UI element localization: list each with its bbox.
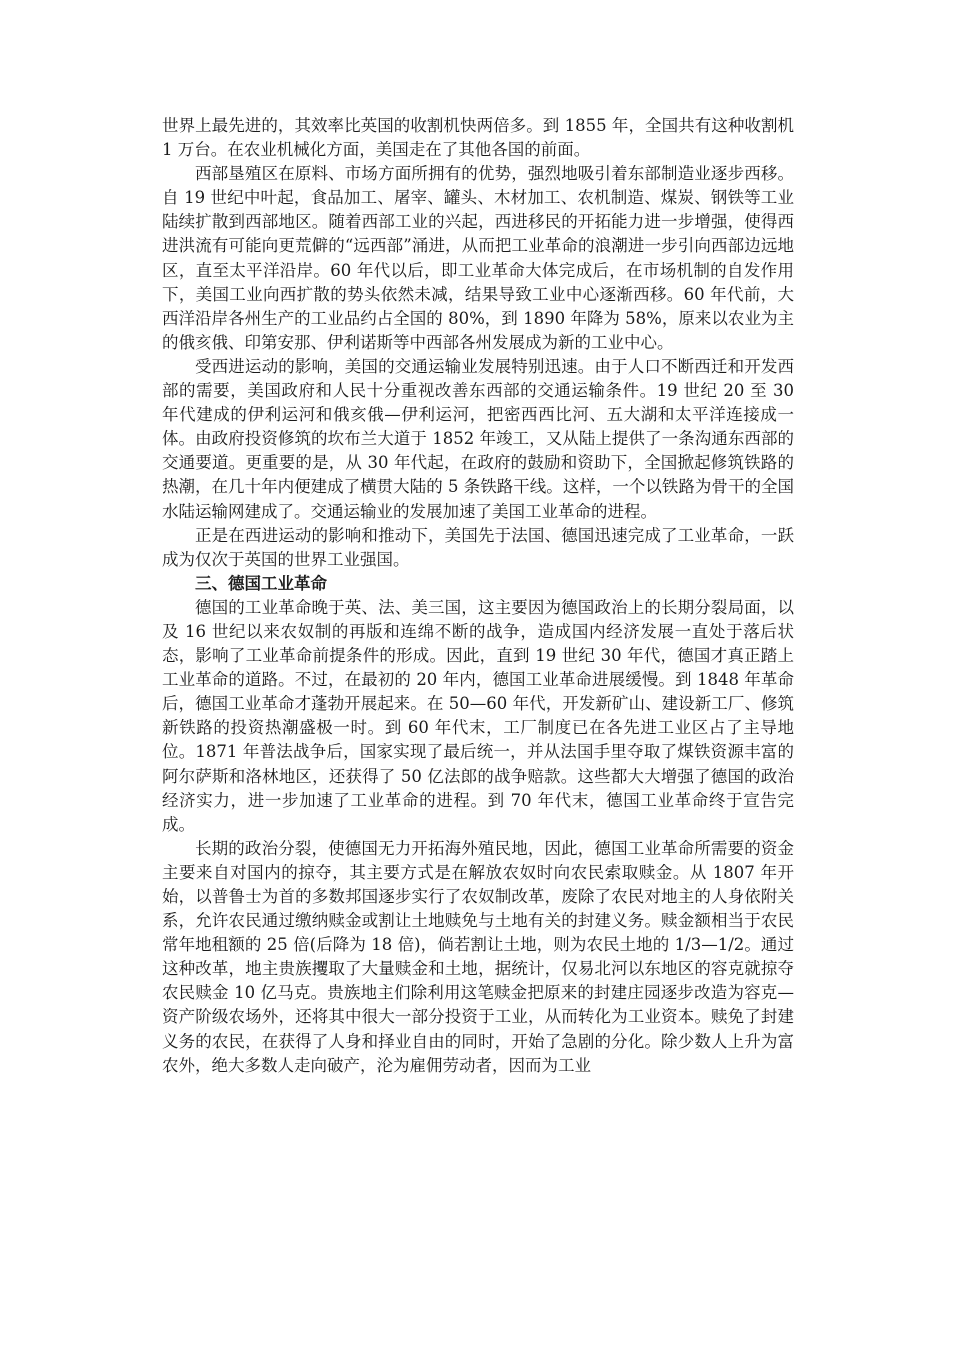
document-page xyxy=(162,114,794,1078)
section-heading: 三、德国工业革命 xyxy=(195,573,327,593)
paragraph-westward-industry: 西部垦殖区在原料、市场方面所拥有的优势，强烈地吸引着东部制造业逐步西移。自 19 世纪中叶起，食品加工、屠宰、罐头、木材加工、农机制造、煤炭、钢铁等工业陆续扩散到西部地区。随着西部工业的兴起，西进移民的开拓能力进一步增强，使得西进洪流有可能向更荒僻的“远西部”涌进，从而把工业革命的浪潮进一步引向西部边远地区，直至太平洋沿岸。60 年代以后，即工业革命大体完成后，在市场机制的自发作用下，美国工业向西扩散的势头依然未减，结果导致工业中心逐渐西移。60 年代前，大西洋沿岸各州生产的工业品约占全国的 80%，到 1890 年降为 58%，原来以农业为主的俄亥俄、印第安那、伊利诺斯等中西部各州发展成为新的工业中心。 xyxy=(162,164,794,352)
paragraph-german-capital: 长期的政治分裂，使德国无力开拓海外殖民地，因此，德国工业革命所需要的资金主要来自对国内的掠夺，其主要方式是在解放农奴时向农民索取赎金。从 1807 年开始，以普鲁士为首的多数邦国逐步实行了农奴制改革，废除了农民对地主的人身依附关系，允许农民通过缴纳赎金或割让土地赎免与土地有关的封建义务。赎金额相当于农民常年地租额的 25 倍(后降为 18 倍)，倘若割让土地，则为农民土地的 1/3—1/2。通过这种改革，地主贵族攫取了大量赎金和土地，据统计，仅易北河以东地区的容克就掠夺农民赎金 10 亿马克。贵族地主们除利用这笔赎金把原来的封建庄园逐步改造为容克—资产阶级农场外，还将其中很大一部分投资于工业，从而转化为工业资本。赎免了封建义务的农民，在获得了人身和择业自由的同时，开始了急剧的分化。除少数人上升为富农外，绝大多数人走向破产，沦为雇佣劳动者，因而为工业 xyxy=(162,838,794,1075)
paragraph-conclusion-us: 正是在西进运动的影响和推动下，美国先于法国、德国迅速完成了工业革命，一跃成为仅次于英国的世界工业强国。 xyxy=(162,525,794,569)
paragraph-reaper: 世界上最先进的，其效率比英国的收割机快两倍多。到 1855 年，全国共有这种收割机 1 万台。在农业机械化方面，美国走在了其他各国的前面。 xyxy=(162,116,794,160)
paragraph-german-revolution: 德国的工业革命晚于英、法、美三国，这主要因为德国政治上的长期分裂局面，以及 16 世纪以来农奴制的再版和连绵不断的战争，造成国内经济发展一直处于落后状态，影响了工业革命前提条件的形成。因此，直到 19 世纪 30 年代，德国才真正踏上工业革命的道路。不过，在最初的 20 年内，德国工业革命进展缓慢。到 1848 年革命后，德国工业革命才蓬勃开展起来。在 50—60 年代，开发新矿山、建设新工厂、修筑新铁路的投资热潮盛极一时。到 60 年代末，工厂制度已在各先进工业区占了主导地位。1871 年普法战争后，国家实现了最后统一，并从法国手里夺取了煤铁资源丰富的阿尔萨斯和洛林地区，还获得了 50 亿法郎的战争赔款。这些都大大增强了德国的政治经济实力，进一步加速了工业革命的进程。到 70 年代末，德国工业革命终于宣告完成。 xyxy=(162,597,794,834)
paragraph-transportation: 受西进运动的影响，美国的交通运输业发展特别迅速。由于人口不断西迁和开发西部的需要，美国政府和人民十分重视改善东西部的交通运输条件。19 世纪 20 至 30 年代建成的伊利运河和俄亥俄—伊利运河，把密西西比河、五大湖和太平洋连接成一体。由政府投资修筑的坎布兰大道于 1852 年竣工，又从陆上提供了一条沟通东西部的交通要道。更重要的是，从 30 年代起，在政府的鼓励和资助下，全国掀起修筑铁路的热潮，在几十年内便建成了横贯大陆的 5 条铁路干线。这样，一个以铁路为骨干的全国水陆运输网建成了。交通运输业的发展加速了美国工业革命的进程。 xyxy=(162,356,794,521)
